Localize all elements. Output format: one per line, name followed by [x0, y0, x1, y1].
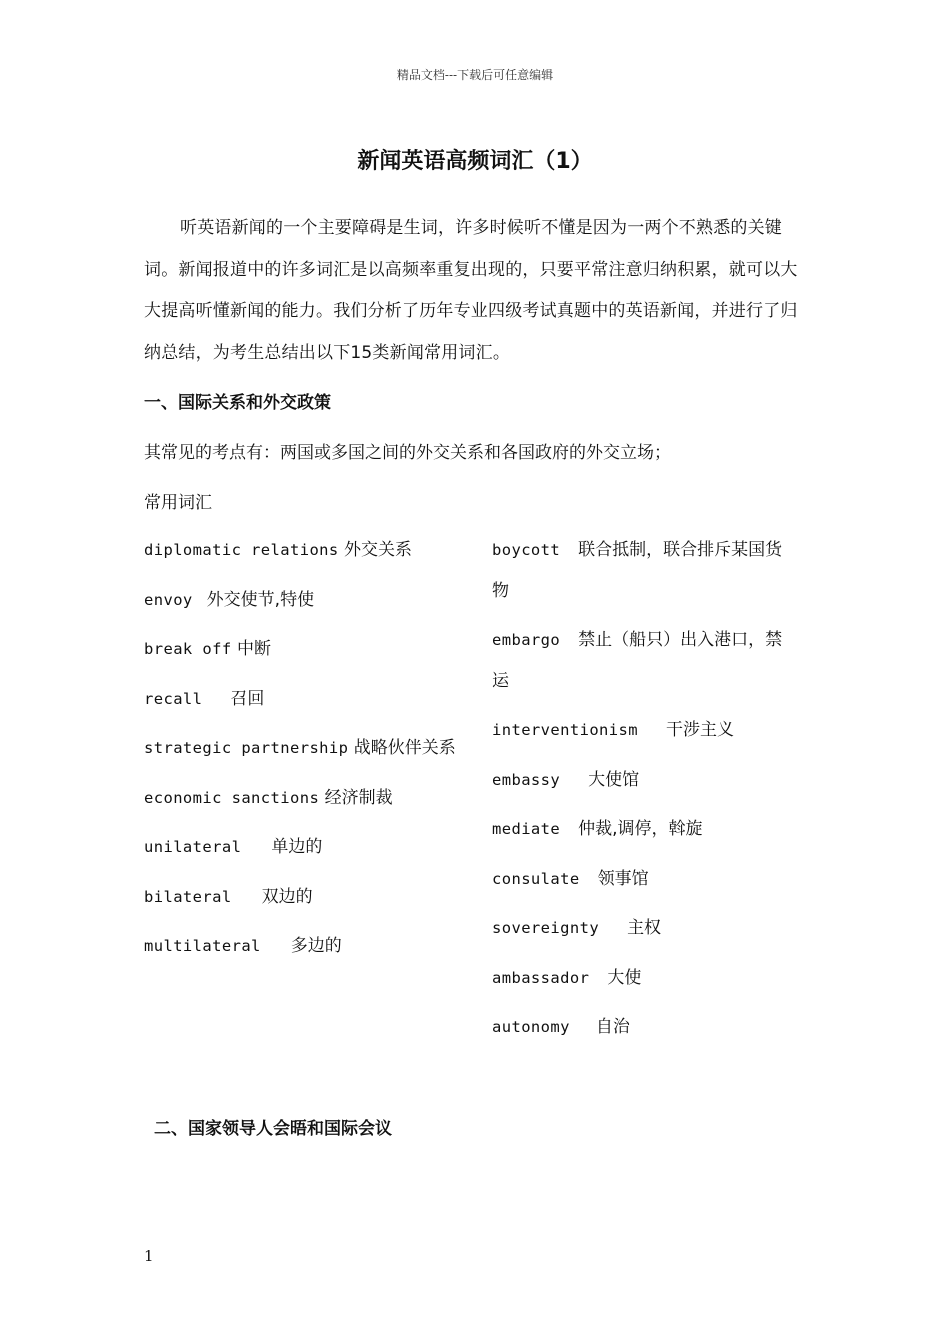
header-note: 精品文档---下载后可任意编辑	[396, 68, 554, 82]
vocab-term: autonomy	[492, 1018, 570, 1036]
vocab-translation: 领事馆	[597, 868, 649, 889]
vocab-item	[144, 827, 462, 868]
vocab-item	[492, 530, 798, 611]
vocab-translation: 经济制裁	[324, 787, 393, 808]
vocab-item	[144, 580, 462, 621]
section-1-note: 其常见的考点有：两国或多国之间的外交关系和各国政府的外交立场；	[144, 443, 671, 463]
vocab-translation: 战略伙伴关系	[353, 738, 456, 758]
vocab-label: 常用词汇	[144, 493, 212, 513]
vocab-item	[144, 728, 462, 769]
section-heading-2: 二、国家领导人会晤和国际会议	[154, 1119, 392, 1139]
vocab-term: envoy	[144, 590, 193, 609]
vocab-translation: 召回	[230, 688, 265, 709]
vocab-term: boycott	[492, 541, 561, 559]
vocab-item	[144, 629, 462, 670]
vocab-item	[144, 530, 462, 571]
vocab-item	[492, 809, 798, 850]
vocab-term: economic sanctions	[144, 788, 320, 807]
vocab-item	[492, 958, 798, 999]
vocab-term: mediate	[492, 820, 561, 838]
vocab-item	[492, 760, 798, 801]
vocab-item	[144, 926, 462, 967]
vocab-term: strategic partnership	[144, 739, 349, 757]
section-heading-1: 一、国际关系和外交政策	[144, 393, 331, 413]
vocab-term: interventionism	[492, 721, 638, 739]
vocab-item	[492, 908, 798, 949]
intro-paragraph: 听英语新闻的一个主要障碍是生词，许多时候听不懂是因为一两个不熟悉的关键词。新闻报道中的许多词汇是以高频率重复出现的，只要平常注意归纳积累，就可以大大提高听懂新闻的能力。我们分析了历年专业四级考试真题中的英语新闻，并进行了归纳总结，为考生总结出以下15类新闻常用词汇。	[144, 218, 798, 363]
vocab-term: multilateral	[144, 937, 261, 955]
vocab-term: embassy	[492, 770, 561, 789]
vocab-translation: 主权	[627, 918, 662, 938]
vocab-translation: 外交使节,特使	[206, 589, 315, 610]
vocab-translation: 外交关系	[344, 540, 413, 560]
document-title: 新闻英语高频词汇（1）	[357, 149, 593, 174]
page-number: 1	[144, 1247, 154, 1265]
vocab-translation: 禁止（船只）出入港口，禁运	[492, 630, 783, 691]
vocab-translation: 单边的	[271, 837, 323, 857]
vocab-term: embargo	[492, 631, 561, 649]
vocab-translation: 联合抵制，联合排斥某国货物	[492, 540, 783, 601]
vocab-term: sovereignty	[492, 919, 600, 937]
vocab-item	[492, 710, 798, 751]
vocab-term: bilateral	[144, 887, 232, 906]
vocab-column-right	[492, 530, 798, 1057]
vocab-term: diplomatic relations	[144, 541, 339, 559]
vocab-term: ambassador	[492, 968, 590, 987]
vocab-item	[492, 1007, 798, 1048]
vocab-translation: 双边的	[261, 886, 313, 907]
vocab-item	[492, 620, 798, 701]
vocab-translation: 大使	[607, 967, 642, 988]
vocab-item	[144, 679, 462, 720]
vocab-column-left	[144, 530, 462, 976]
vocab-translation: 干涉主义	[665, 720, 734, 740]
vocab-translation: 仲裁,调停，斡旋	[578, 819, 703, 839]
vocab-item	[144, 877, 462, 918]
vocab-translation: 中断	[237, 639, 271, 659]
vocab-term: unilateral	[144, 838, 242, 856]
vocab-translation: 多边的	[290, 936, 342, 956]
vocab-item	[144, 778, 462, 819]
vocab-term: recall	[144, 689, 203, 708]
vocab-item	[492, 859, 798, 900]
vocab-term: break off	[144, 640, 232, 658]
vocab-translation: 大使馆	[588, 769, 640, 790]
vocab-translation: 自治	[595, 1017, 630, 1037]
vocab-term: consulate	[492, 869, 580, 888]
